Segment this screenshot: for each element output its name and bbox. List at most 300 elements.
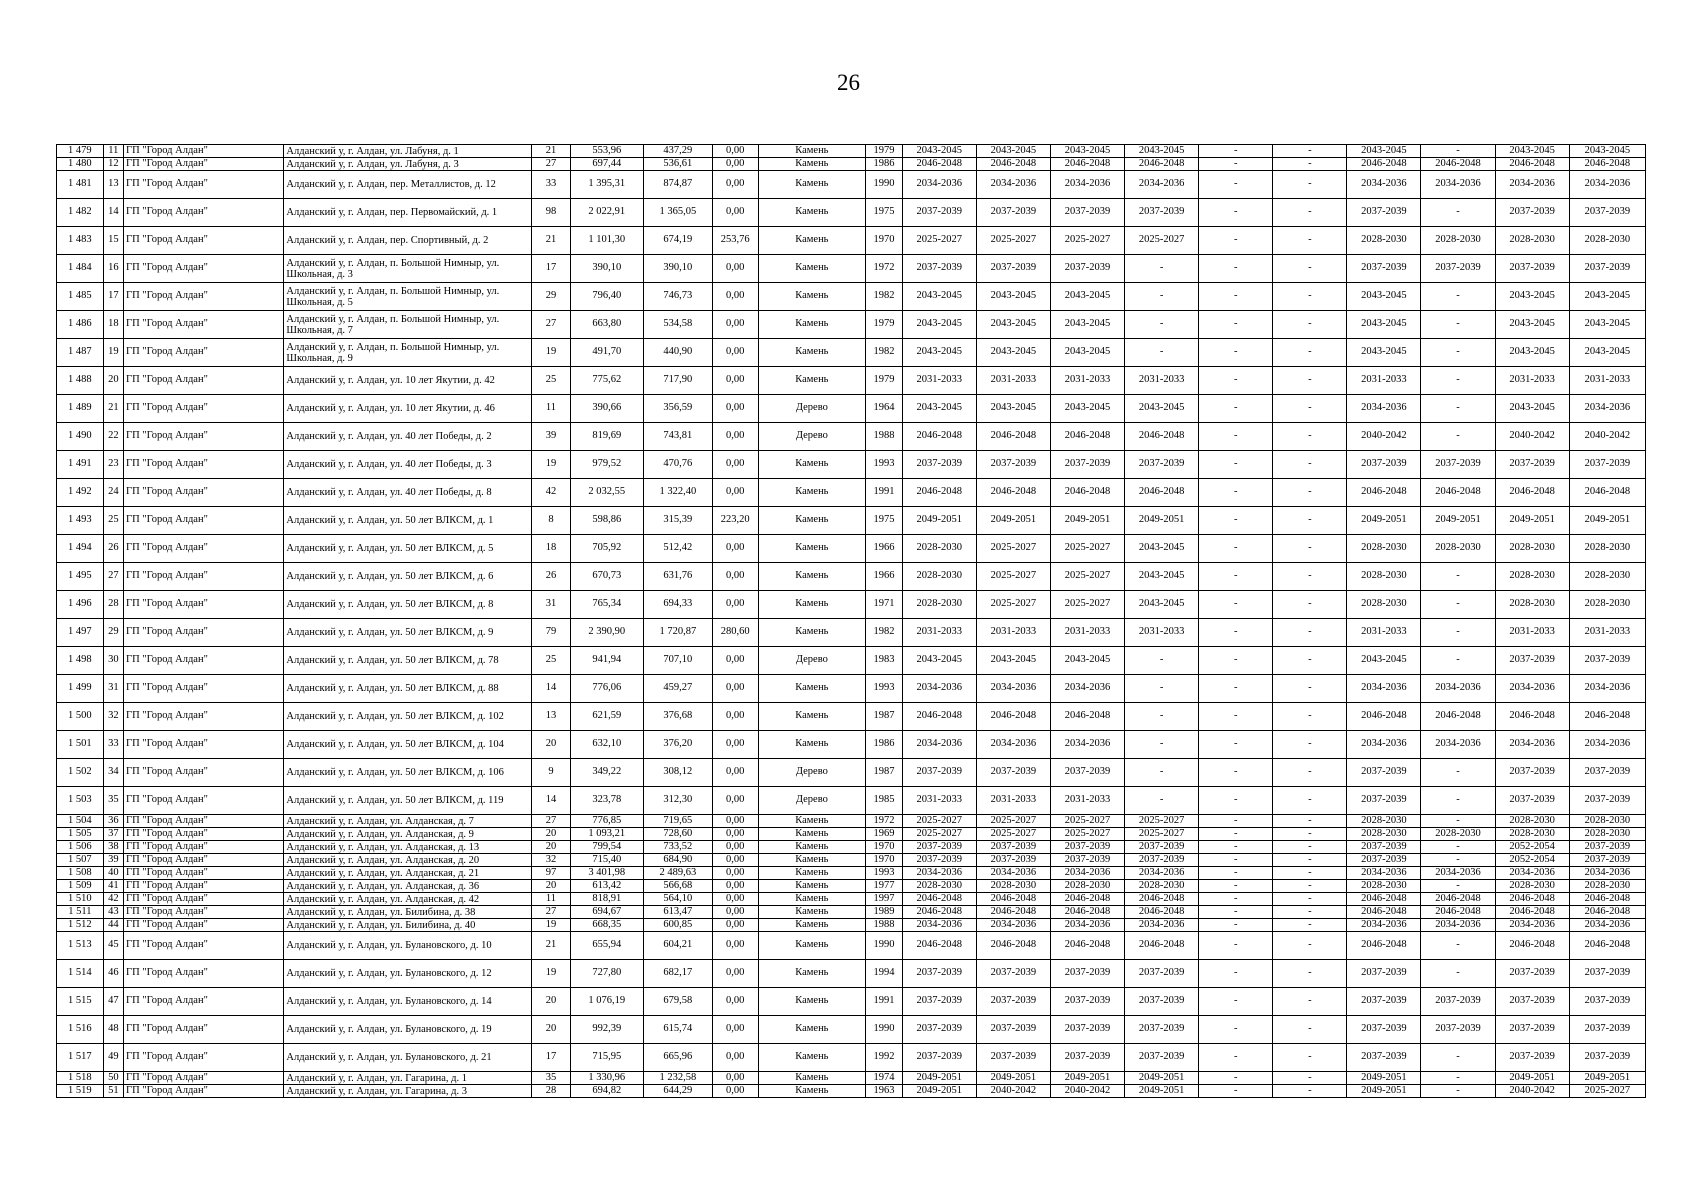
period-cell-4: 2049-2051 — [1125, 1085, 1199, 1098]
local-index-cell: 26 — [103, 535, 123, 563]
address-cell: Алданский у, г. Алдан, ул. Алданская, д. 7 — [284, 815, 532, 828]
period-cell-1: 2037-2039 — [902, 841, 976, 854]
address-cell: Алданский у, г. Алдан, ул. 50 лет ВЛКСМ, д. 6 — [284, 563, 532, 591]
build-year-cell: 1972 — [866, 815, 903, 828]
wall-material-cell: Камень — [758, 815, 866, 828]
count-cell: 21 — [532, 145, 571, 158]
period-cell-7: 2046-2048 — [1347, 932, 1421, 960]
row-number-cell: 1 485 — [57, 283, 104, 311]
period-cell-6: - — [1273, 227, 1347, 255]
address-cell: Алданский у, г. Алдан, ул. Билибина, д. 38 — [284, 906, 532, 919]
row-number-cell: 1 513 — [57, 932, 104, 960]
period-cell-5: - — [1199, 479, 1273, 507]
nonliving-area-cell: 0,00 — [712, 591, 758, 619]
period-cell-2: 2034-2036 — [976, 675, 1050, 703]
period-cell-1: 2037-2039 — [902, 199, 976, 227]
local-index-cell: 29 — [103, 619, 123, 647]
period-cell-6: - — [1273, 311, 1347, 339]
period-cell-7: 2037-2039 — [1347, 255, 1421, 283]
nonliving-area-cell: 0,00 — [712, 199, 758, 227]
row-number-cell: 1 496 — [57, 591, 104, 619]
period-cell-5: - — [1199, 423, 1273, 451]
count-cell: 14 — [532, 675, 571, 703]
living-area-cell: 1 720,87 — [643, 619, 712, 647]
period-cell-4: - — [1125, 311, 1199, 339]
period-cell-10: 2046-2048 — [1569, 906, 1645, 919]
period-cell-9: 2037-2039 — [1495, 988, 1569, 1016]
period-cell-9: 2043-2045 — [1495, 311, 1569, 339]
period-cell-4: 2043-2045 — [1125, 395, 1199, 423]
period-cell-1: 2049-2051 — [902, 507, 976, 535]
period-cell-8: 2034-2036 — [1421, 919, 1495, 932]
period-cell-8: 2049-2051 — [1421, 507, 1495, 535]
local-index-cell: 51 — [103, 1085, 123, 1098]
row-number-cell: 1 510 — [57, 893, 104, 906]
count-cell: 26 — [532, 563, 571, 591]
period-cell-3: 2046-2048 — [1050, 479, 1124, 507]
period-cell-1: 2049-2051 — [902, 1085, 976, 1098]
period-cell-10: 2034-2036 — [1569, 731, 1645, 759]
local-index-cell: 39 — [103, 854, 123, 867]
row-number-cell: 1 492 — [57, 479, 104, 507]
period-cell-3: 2043-2045 — [1050, 647, 1124, 675]
period-cell-7: 2028-2030 — [1347, 828, 1421, 841]
living-area-cell: 604,21 — [643, 932, 712, 960]
table-row — [57, 854, 1646, 867]
count-cell: 20 — [532, 841, 571, 854]
local-index-cell: 28 — [103, 591, 123, 619]
wall-material-cell: Камень — [758, 919, 866, 932]
local-index-cell: 35 — [103, 787, 123, 815]
period-cell-4: - — [1125, 759, 1199, 787]
period-cell-5: - — [1199, 841, 1273, 854]
total-area-cell: 776,85 — [570, 815, 643, 828]
build-year-cell: 1983 — [866, 647, 903, 675]
wall-material-cell: Камень — [758, 199, 866, 227]
period-cell-6: - — [1273, 507, 1347, 535]
living-area-cell: 566,68 — [643, 880, 712, 893]
total-area-cell: 632,10 — [570, 731, 643, 759]
row-number-cell: 1 491 — [57, 451, 104, 479]
table-row — [57, 535, 1646, 563]
period-cell-3: 2049-2051 — [1050, 507, 1124, 535]
count-cell: 79 — [532, 619, 571, 647]
wall-material-cell: Камень — [758, 591, 866, 619]
period-cell-4: 2037-2039 — [1125, 1044, 1199, 1072]
count-cell: 19 — [532, 919, 571, 932]
local-index-cell: 49 — [103, 1044, 123, 1072]
period-cell-10: 2046-2048 — [1569, 158, 1645, 171]
period-cell-9: 2034-2036 — [1495, 675, 1569, 703]
nonliving-area-cell: 0,00 — [712, 479, 758, 507]
build-year-cell: 1987 — [866, 703, 903, 731]
period-cell-9: 2037-2039 — [1495, 199, 1569, 227]
period-cell-4: 2049-2051 — [1125, 507, 1199, 535]
period-cell-10: 2028-2030 — [1569, 880, 1645, 893]
address-cell: Алданский у, г. Алдан, ул. 50 лет ВЛКСМ, д. 78 — [284, 647, 532, 675]
wall-material-cell: Камень — [758, 283, 866, 311]
table-row — [57, 1016, 1646, 1044]
period-cell-6: - — [1273, 867, 1347, 880]
nonliving-area-cell: 0,00 — [712, 563, 758, 591]
period-cell-4: 2046-2048 — [1125, 423, 1199, 451]
table-row — [57, 932, 1646, 960]
period-cell-2: 2037-2039 — [976, 960, 1050, 988]
period-cell-4: 2046-2048 — [1125, 158, 1199, 171]
period-cell-8: - — [1421, 339, 1495, 367]
period-cell-10: 2043-2045 — [1569, 145, 1645, 158]
period-cell-7: 2028-2030 — [1347, 563, 1421, 591]
living-area-cell: 315,39 — [643, 507, 712, 535]
period-cell-4: 2037-2039 — [1125, 854, 1199, 867]
period-cell-4: - — [1125, 703, 1199, 731]
period-cell-8: - — [1421, 880, 1495, 893]
build-year-cell: 1970 — [866, 854, 903, 867]
build-year-cell: 1966 — [866, 535, 903, 563]
wall-material-cell: Камень — [758, 158, 866, 171]
period-cell-3: 2046-2048 — [1050, 932, 1124, 960]
wall-material-cell: Камень — [758, 535, 866, 563]
count-cell: 35 — [532, 1072, 571, 1085]
period-cell-5: - — [1199, 1016, 1273, 1044]
row-number-cell: 1 487 — [57, 339, 104, 367]
total-area-cell: 694,67 — [570, 906, 643, 919]
count-cell: 20 — [532, 828, 571, 841]
build-year-cell: 1979 — [866, 145, 903, 158]
municipality-cell: ГП "Город Алдан" — [124, 479, 284, 507]
table-row — [57, 841, 1646, 854]
total-area-cell: 668,35 — [570, 919, 643, 932]
period-cell-2: 2034-2036 — [976, 731, 1050, 759]
municipality-cell: ГП "Город Алдан" — [124, 731, 284, 759]
period-cell-3: 2037-2039 — [1050, 988, 1124, 1016]
row-number-cell: 1 505 — [57, 828, 104, 841]
count-cell: 20 — [532, 880, 571, 893]
wall-material-cell: Камень — [758, 171, 866, 199]
period-cell-2: 2025-2027 — [976, 227, 1050, 255]
period-cell-9: 2046-2048 — [1495, 932, 1569, 960]
period-cell-9: 2034-2036 — [1495, 919, 1569, 932]
count-cell: 8 — [532, 507, 571, 535]
period-cell-6: - — [1273, 158, 1347, 171]
wall-material-cell: Камень — [758, 563, 866, 591]
build-year-cell: 1979 — [866, 311, 903, 339]
period-cell-1: 2046-2048 — [902, 158, 976, 171]
period-cell-8: - — [1421, 854, 1495, 867]
period-cell-2: 2037-2039 — [976, 854, 1050, 867]
period-cell-4: 2046-2048 — [1125, 893, 1199, 906]
table-row — [57, 919, 1646, 932]
build-year-cell: 1987 — [866, 759, 903, 787]
address-cell: Алданский у, г. Алдан, ул. 50 лет ВЛКСМ, д. 102 — [284, 703, 532, 731]
total-area-cell: 941,94 — [570, 647, 643, 675]
period-cell-9: 2028-2030 — [1495, 535, 1569, 563]
period-cell-3: 2031-2033 — [1050, 787, 1124, 815]
total-area-cell: 819,69 — [570, 423, 643, 451]
row-number-cell: 1 504 — [57, 815, 104, 828]
period-cell-6: - — [1273, 283, 1347, 311]
wall-material-cell: Камень — [758, 1085, 866, 1098]
count-cell: 19 — [532, 451, 571, 479]
period-cell-10: 2031-2033 — [1569, 619, 1645, 647]
period-cell-4: - — [1125, 647, 1199, 675]
wall-material-cell: Камень — [758, 451, 866, 479]
period-cell-9: 2049-2051 — [1495, 1072, 1569, 1085]
count-cell: 33 — [532, 171, 571, 199]
period-cell-3: 2043-2045 — [1050, 339, 1124, 367]
period-cell-7: 2046-2048 — [1347, 703, 1421, 731]
nonliving-area-cell: 0,00 — [712, 158, 758, 171]
period-cell-6: - — [1273, 731, 1347, 759]
period-cell-6: - — [1273, 828, 1347, 841]
period-cell-1: 2046-2048 — [902, 479, 976, 507]
period-cell-5: - — [1199, 919, 1273, 932]
period-cell-6: - — [1273, 1044, 1347, 1072]
period-cell-1: 2046-2048 — [902, 906, 976, 919]
municipality-cell: ГП "Город Алдан" — [124, 815, 284, 828]
period-cell-3: 2043-2045 — [1050, 311, 1124, 339]
period-cell-8: 2046-2048 — [1421, 906, 1495, 919]
total-area-cell: 621,59 — [570, 703, 643, 731]
period-cell-2: 2031-2033 — [976, 787, 1050, 815]
build-year-cell: 1975 — [866, 199, 903, 227]
period-cell-1: 2031-2033 — [902, 787, 976, 815]
total-area-cell: 1 076,19 — [570, 988, 643, 1016]
period-cell-7: 2046-2048 — [1347, 479, 1421, 507]
period-cell-9: 2037-2039 — [1495, 759, 1569, 787]
period-cell-2: 2037-2039 — [976, 255, 1050, 283]
municipality-cell: ГП "Город Алдан" — [124, 675, 284, 703]
municipality-cell: ГП "Город Алдан" — [124, 787, 284, 815]
period-cell-2: 2031-2033 — [976, 367, 1050, 395]
row-number-cell: 1 488 — [57, 367, 104, 395]
period-cell-2: 2025-2027 — [976, 535, 1050, 563]
wall-material-cell: Камень — [758, 893, 866, 906]
local-index-cell: 31 — [103, 675, 123, 703]
total-area-cell: 2 390,90 — [570, 619, 643, 647]
table-row — [57, 1072, 1646, 1085]
table-row — [57, 988, 1646, 1016]
period-cell-7: 2034-2036 — [1347, 171, 1421, 199]
period-cell-3: 2037-2039 — [1050, 255, 1124, 283]
living-area-cell: 534,58 — [643, 311, 712, 339]
period-cell-3: 2025-2027 — [1050, 815, 1124, 828]
period-cell-3: 2034-2036 — [1050, 919, 1124, 932]
period-cell-1: 2043-2045 — [902, 283, 976, 311]
wall-material-cell: Дерево — [758, 647, 866, 675]
period-cell-2: 2037-2039 — [976, 199, 1050, 227]
table-row — [57, 1085, 1646, 1098]
table-row — [57, 759, 1646, 787]
row-number-cell: 1 501 — [57, 731, 104, 759]
period-cell-3: 2043-2045 — [1050, 395, 1124, 423]
period-cell-7: 2037-2039 — [1347, 787, 1421, 815]
municipality-cell: ГП "Город Алдан" — [124, 906, 284, 919]
municipality-cell: ГП "Город Алдан" — [124, 199, 284, 227]
period-cell-3: 2031-2033 — [1050, 619, 1124, 647]
total-area-cell: 613,42 — [570, 880, 643, 893]
period-cell-7: 2049-2051 — [1347, 1072, 1421, 1085]
wall-material-cell: Камень — [758, 227, 866, 255]
period-cell-10: 2046-2048 — [1569, 703, 1645, 731]
total-area-cell: 390,66 — [570, 395, 643, 423]
address-cell: Алданский у, г. Алдан, ул. 50 лет ВЛКСМ, д. 88 — [284, 675, 532, 703]
period-cell-1: 2034-2036 — [902, 675, 976, 703]
address-cell: Алданский у, г. Алдан, ул. 50 лет ВЛКСМ, д. 104 — [284, 731, 532, 759]
period-cell-10: 2037-2039 — [1569, 841, 1645, 854]
wall-material-cell: Камень — [758, 675, 866, 703]
address-cell: Алданский у, г. Алдан, ул. Алданская, д. 20 — [284, 854, 532, 867]
total-area-cell: 796,40 — [570, 283, 643, 311]
period-cell-7: 2037-2039 — [1347, 988, 1421, 1016]
period-cell-6: - — [1273, 1072, 1347, 1085]
count-cell: 11 — [532, 893, 571, 906]
living-area-cell: 674,19 — [643, 227, 712, 255]
address-cell: Алданский у, г. Алдан, ул. Лабуня, д. 3 — [284, 158, 532, 171]
address-cell: Алданский у, г. Алдан, ул. Булановского, д. 14 — [284, 988, 532, 1016]
period-cell-8: 2046-2048 — [1421, 893, 1495, 906]
period-cell-9: 2031-2033 — [1495, 367, 1569, 395]
count-cell: 20 — [532, 988, 571, 1016]
table-row — [57, 880, 1646, 893]
living-area-cell: 308,12 — [643, 759, 712, 787]
period-cell-5: - — [1199, 787, 1273, 815]
period-cell-10: 2037-2039 — [1569, 199, 1645, 227]
row-number-cell: 1 516 — [57, 1016, 104, 1044]
nonliving-area-cell: 0,00 — [712, 171, 758, 199]
period-cell-10: 2028-2030 — [1569, 828, 1645, 841]
total-area-cell: 1 093,21 — [570, 828, 643, 841]
table-row — [57, 451, 1646, 479]
period-cell-7: 2037-2039 — [1347, 1044, 1421, 1072]
nonliving-area-cell: 0,00 — [712, 932, 758, 960]
period-cell-10: 2037-2039 — [1569, 854, 1645, 867]
period-cell-5: - — [1199, 339, 1273, 367]
living-area-cell: 356,59 — [643, 395, 712, 423]
period-cell-2: 2049-2051 — [976, 1072, 1050, 1085]
period-cell-10: 2037-2039 — [1569, 787, 1645, 815]
local-index-cell: 33 — [103, 731, 123, 759]
address-cell: Алданский у, г. Алдан, ул. Алданская, д. 21 — [284, 867, 532, 880]
row-number-cell: 1 517 — [57, 1044, 104, 1072]
nonliving-area-cell: 280,60 — [712, 619, 758, 647]
build-year-cell: 1971 — [866, 591, 903, 619]
wall-material-cell: Камень — [758, 311, 866, 339]
period-cell-2: 2037-2039 — [976, 841, 1050, 854]
nonliving-area-cell: 0,00 — [712, 988, 758, 1016]
period-cell-5: - — [1199, 675, 1273, 703]
nonliving-area-cell: 0,00 — [712, 841, 758, 854]
wall-material-cell: Камень — [758, 1044, 866, 1072]
period-cell-7: 2037-2039 — [1347, 199, 1421, 227]
total-area-cell: 799,54 — [570, 841, 643, 854]
living-area-cell: 512,42 — [643, 535, 712, 563]
local-index-cell: 19 — [103, 339, 123, 367]
nonliving-area-cell: 0,00 — [712, 1044, 758, 1072]
living-area-cell: 694,33 — [643, 591, 712, 619]
build-year-cell: 1985 — [866, 787, 903, 815]
living-area-cell: 437,29 — [643, 145, 712, 158]
period-cell-9: 2034-2036 — [1495, 867, 1569, 880]
period-cell-1: 2043-2045 — [902, 311, 976, 339]
municipality-cell: ГП "Город Алдан" — [124, 171, 284, 199]
period-cell-9: 2043-2045 — [1495, 395, 1569, 423]
period-cell-5: - — [1199, 158, 1273, 171]
period-cell-2: 2046-2048 — [976, 906, 1050, 919]
period-cell-10: 2043-2045 — [1569, 283, 1645, 311]
period-cell-8: - — [1421, 199, 1495, 227]
nonliving-area-cell: 0,00 — [712, 423, 758, 451]
living-area-cell: 682,17 — [643, 960, 712, 988]
wall-material-cell: Камень — [758, 906, 866, 919]
local-index-cell: 36 — [103, 815, 123, 828]
local-index-cell: 25 — [103, 507, 123, 535]
period-cell-7: 2043-2045 — [1347, 647, 1421, 675]
period-cell-6: - — [1273, 647, 1347, 675]
address-cell: Алданский у, г. Алдан, ул. 50 лет ВЛКСМ, д. 9 — [284, 619, 532, 647]
period-cell-2: 2049-2051 — [976, 507, 1050, 535]
period-cell-1: 2037-2039 — [902, 451, 976, 479]
period-cell-8: 2034-2036 — [1421, 675, 1495, 703]
total-area-cell: 775,62 — [570, 367, 643, 395]
living-area-cell: 564,10 — [643, 893, 712, 906]
period-cell-6: - — [1273, 880, 1347, 893]
period-cell-5: - — [1199, 199, 1273, 227]
period-cell-9: 2028-2030 — [1495, 563, 1569, 591]
build-year-cell: 1977 — [866, 880, 903, 893]
wall-material-cell: Камень — [758, 255, 866, 283]
living-area-cell: 679,58 — [643, 988, 712, 1016]
build-year-cell: 1988 — [866, 423, 903, 451]
count-cell: 31 — [532, 591, 571, 619]
period-cell-2: 2037-2039 — [976, 988, 1050, 1016]
period-cell-10: 2046-2048 — [1569, 893, 1645, 906]
table-row — [57, 339, 1646, 367]
period-cell-8: - — [1421, 932, 1495, 960]
total-area-cell: 705,92 — [570, 535, 643, 563]
local-index-cell: 40 — [103, 867, 123, 880]
living-area-cell: 684,90 — [643, 854, 712, 867]
build-year-cell: 1982 — [866, 339, 903, 367]
period-cell-8: - — [1421, 841, 1495, 854]
period-cell-8: 2037-2039 — [1421, 255, 1495, 283]
period-cell-5: - — [1199, 893, 1273, 906]
table-row — [57, 395, 1646, 423]
table-row — [57, 199, 1646, 227]
address-cell: Алданский у, г. Алдан, ул. Булановского, д. 19 — [284, 1016, 532, 1044]
period-cell-3: 2025-2027 — [1050, 563, 1124, 591]
count-cell: 32 — [532, 854, 571, 867]
period-cell-6: - — [1273, 145, 1347, 158]
build-year-cell: 1982 — [866, 283, 903, 311]
wall-material-cell: Дерево — [758, 395, 866, 423]
period-cell-4: 2034-2036 — [1125, 919, 1199, 932]
period-cell-3: 2037-2039 — [1050, 960, 1124, 988]
address-cell: Алданский у, г. Алдан, ул. Булановского, д. 10 — [284, 932, 532, 960]
build-year-cell: 1982 — [866, 619, 903, 647]
nonliving-area-cell: 0,00 — [712, 867, 758, 880]
period-cell-9: 2052-2054 — [1495, 841, 1569, 854]
address-cell: Алданский у, г. Алдан, пер. Металлистов, д. 12 — [284, 171, 532, 199]
period-cell-6: - — [1273, 339, 1347, 367]
local-index-cell: 21 — [103, 395, 123, 423]
period-cell-2: 2040-2042 — [976, 1085, 1050, 1098]
local-index-cell: 14 — [103, 199, 123, 227]
period-cell-2: 2025-2027 — [976, 563, 1050, 591]
period-cell-2: 2043-2045 — [976, 283, 1050, 311]
local-index-cell: 34 — [103, 759, 123, 787]
wall-material-cell: Дерево — [758, 787, 866, 815]
